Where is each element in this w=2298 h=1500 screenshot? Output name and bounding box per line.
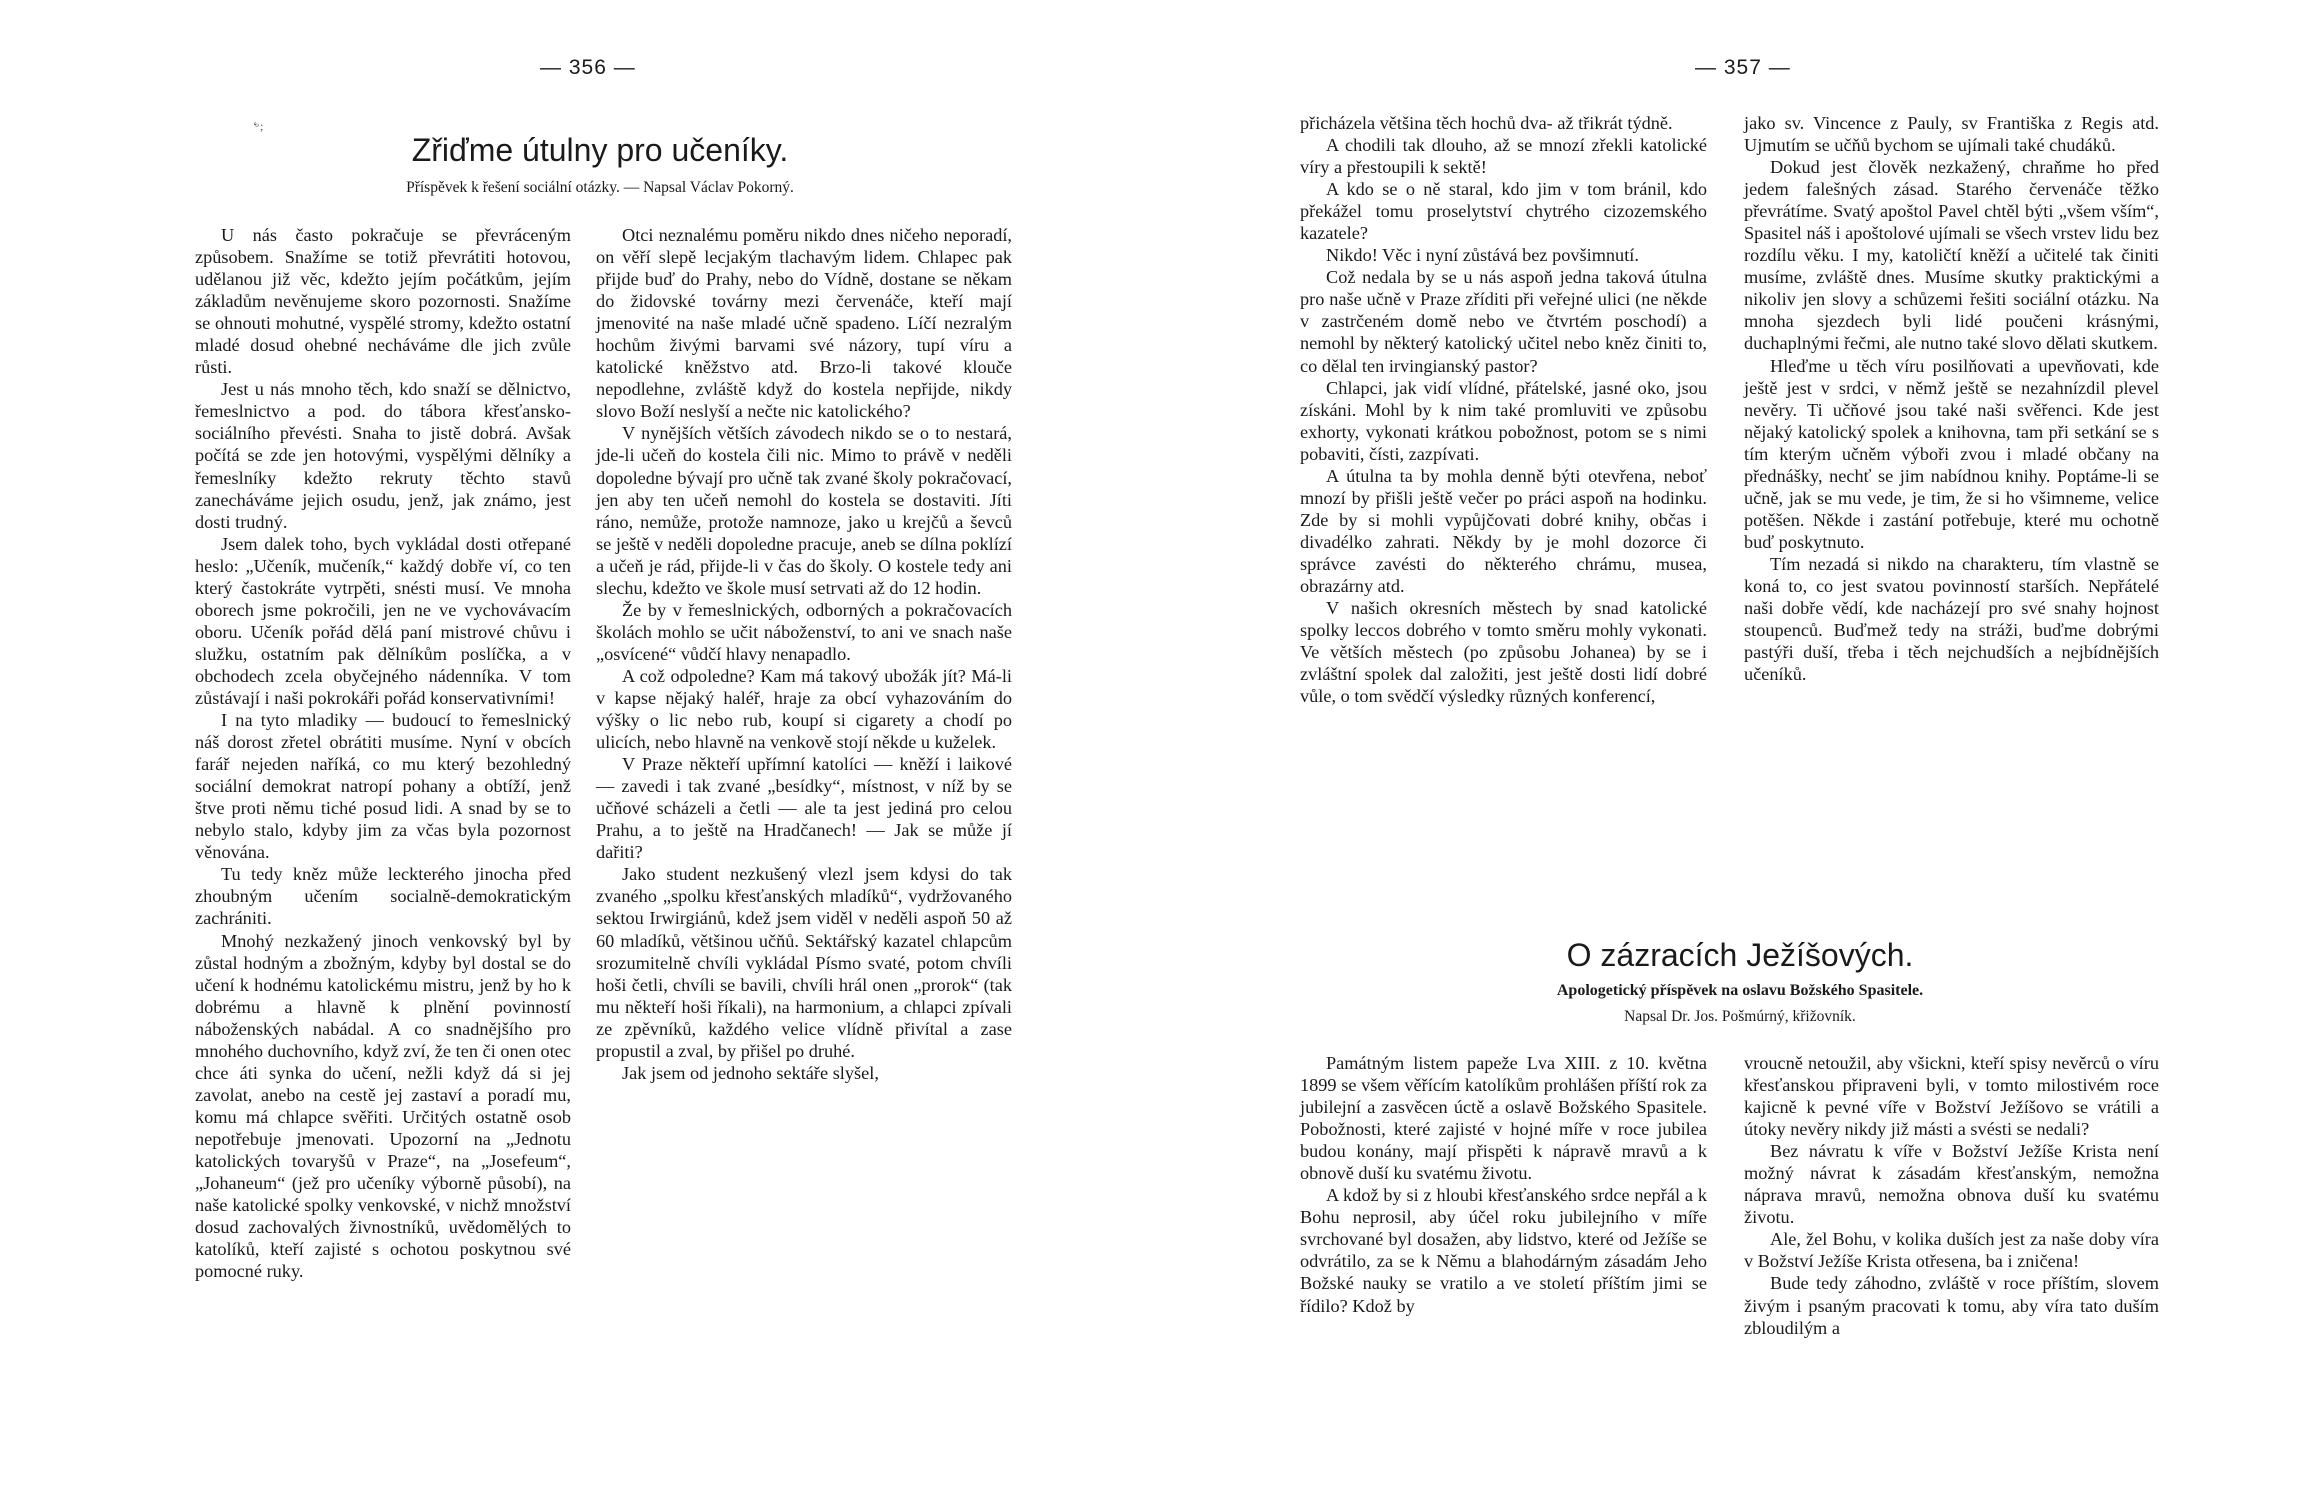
right-column-4 bbox=[1744, 1052, 2159, 1339]
right-column-2 bbox=[1744, 112, 2159, 685]
paragraph: Tím nezadá si nikdo na charakteru, tím vlastně se koná to, co jest svatou povinností starších. Nepřátelé naši dobře vědí, kde nacházejí pro své snahy hojnost stoupenců. Buďmež tedy na stráži, buďme dobrými pastýři duší, třeba i těch nejchudších a nejbídnějších učeníků. bbox=[1744, 553, 2159, 685]
paragraph: Že by v řemeslnických, odborných a pokračovacích školách mohlo se učit náboženství, to ani ve snach naše „osvícené“ vůdčí hlavy nenapadlo. bbox=[596, 599, 1012, 664]
paragraph: jako sv. Vincence z Pauly, sv Františka z Regis atd. Ujmutím se učňů bychom se ujímali také chudáků. bbox=[1744, 113, 2159, 156]
paragraph: přicházela většina těch hochů dva- až třikrát týdně. bbox=[1300, 113, 1673, 133]
paragraph: V našich okresních městech by snad katolické spolky leccos dobrého v tomto směru mohly vykonati. Ve větších městech (po způsobu Johanea) by se i zvláštní spolek dal založiti, jest ještě dosti lidí dobré vůle, o tom svědčí výsledky různých konferencí, bbox=[1300, 598, 1707, 707]
paragraph: Jest u nás mnoho těch, kdo snaží se dělnictvo, řemeslnictvo a pod. do tábora křesťansko-sociálního převésti. Snaha to jistě dobrá. Avšak počítá se zde jen hotovými, vyspělými dělníky a řemeslníky kdežto rekruty těchto stavů zanecháváme jejich osudu, jenž, jak známo, jest dosti trudný. bbox=[195, 379, 571, 532]
article2-subtitle: Apologetický příspěvek na oslavu Božského Spasitele. bbox=[1556, 982, 1924, 999]
paragraph: Tu tedy kněz může leckterého jinocha před zhoubným učením socialně-demokratickým zachrániti. bbox=[195, 864, 571, 929]
right-column-3 bbox=[1300, 1052, 1707, 1317]
paragraph: Ale, žel Bohu, v kolika duších jest za naše doby víra v Božství Ježíše Krista otřesena, ba i zničena! bbox=[1744, 1229, 2159, 1272]
article2-title: O zázracích Ježíšových. bbox=[1566, 937, 1914, 973]
paragraph: Památným listem papeže Lva XIII. z 10. května 1899 se všem věřícím katolíkům prohlášen příští rok za jubilejní a zasvěcen úctě a oslavě Božského Spasitele. Pobožnosti, které zajisté v hojné míře v roce jubilea budou konány, mají přispěti k nápravě mravů a k obnově duší ku svatému životu. bbox=[1300, 1053, 1707, 1184]
article-subtitle-text: Příspěvek k řešení sociální otázky. — Napsal Václav Pokorný. bbox=[406, 179, 794, 196]
paragraph: Jsem dalek toho, bych vykládal dosti otřepané heslo: „Učeník, mučeník,“ každý dobře ví, co ten který častokráte vytrpěti, snésti musí. Ve mnoha oborech jsme pokročili, jen ne ve vychovávacím oboru. Učeník pořád dělá paní mistrové chůvu i služku, ostatním pak dělníkům poslíčka, a v obchodech zcela obyčejného nádenníka. V tom zůstávají i naši pokrokáři pořád konservativními! bbox=[195, 533, 571, 708]
paragraph: Hleďme u těch víru posilňovati a upevňovati, kde ještě jest v srdci, v němž ještě se nezahnízdil plevel nevěry. Ti učňové jsou také naši svěřenci. Kde jest nějaký katolický spolek a knihovna, tam při setkání se s tím kterým učněm výboři zvou i mladé občany na přednášky, nechť se jim nabídnou knihy. Poptáme-li se učně, jak se mu vede, je tim, že si ho všimneme, velice potěšen. Někde i zastání potřebuje, které mu ochotně buď poskytnuto. bbox=[1744, 355, 2159, 552]
paragraph: Což nedala by se u nás aspoň jedna taková útulna pro naše učně v Praze zříditi při veřejné ulici (ne někde v zastrčeném domě nebo ve čtvrtém poschodí) a nemohl by některý katolický učitel nebo kněz činiti to, co dělal ten irvingianský pastor? bbox=[1300, 267, 1707, 376]
paragraph: A což odpoledne? Kam má takový ubožák jít? Má-li v kapse nějaký haléř, hraje za obcí vyhazováním do výšky o lic nebo rub, koupí si cigarety a chodí po ulicích, nebo hlavně na venkově stojí někde u kuželek. bbox=[596, 665, 1012, 753]
paragraph: V nynějších větších závodech nikdo se o to nestará, jde-li učeň do kostela čili nic. Mimo to právě v neděli dopoledne bývají pro učně tak zvané školy pokračovací, jen aby ten učeň nemohl do kostela se dostaviti. Jíti ráno, nemůže, protože namnoze, jako u krejčů a ševců se ještě v neděli dopoledne pracuje, aneb se dílna poklízí a učeň je rád, přijde-li v čas do školy. O kostele tedy ani slechu, kdežto ve škole musí setrvati až do 12 hodin. bbox=[596, 423, 1012, 598]
paragraph: Bez návratu k víře v Božství Ježíše Krista není možný návrat k zásadám křesťanským, nemožna náprava mravů, nemožna obnova duší ku svatému životu. bbox=[1744, 1141, 2159, 1228]
left-column-2 bbox=[596, 224, 1012, 1084]
article-title: Zřiďme útulny pro učeníky. bbox=[411, 132, 789, 168]
paragraph: Jak jsem od jednoho sektáře slyšel, bbox=[622, 1062, 879, 1083]
page-number-left: — 356 — bbox=[540, 56, 636, 79]
corner-mark: ʻͦ ; bbox=[253, 119, 264, 133]
paragraph: Jako student nezkušený vlezl jsem kdysi do tak zvaného „spolku křesťanských mladíků“, vydržovaného sektou Irwirgiánů, kdež jsem viděl v neděli aspoň 50 až 60 mladíků, většinou učňů. Sektářský kazatel chlapcům srozumitelně chvíli vykládal Písmo svaté, potom chvíli hoši četli, chvíli se bavili, chvíli hrál onen „prorok“ (tak mu někteří hoši říkali), na harmonium, a chlapci zpívali ze zpěvníků, každého velice vlídně přivítal a zase propustil a zval, by přišel po druhé. bbox=[596, 864, 1012, 1061]
paragraph: A kdož by si z hloubi křesťanského srdce nepřál a k Bohu neprosil, aby účel roku jubilejního v míře svrchované byl dosažen, aby lidstvo, které od Ježíše se odvrátilo, za se k Němu a blahodárným zásadám Jeho Božské nauky se vratilo a ve století příštím jimi se řídilo? Kdož by bbox=[1300, 1185, 1707, 1316]
paragraph: I na tyto mladiky — budoucí to řemeslnický náš dorost zřetel obrátiti musíme. Nyní v obcích farář nejeden naříká, co mu který bezohledný sociální demokrat natropí pohany a obtíží, jenž štve proti němu tiché posud lidi. A snad by se to nebylo stalo, kdyby jim za včas byla pozornost věnována. bbox=[195, 710, 571, 863]
paragraph: Chlapci, jak vidí vlídné, přátelské, jasné oko, jsou získáni. Mohl by k nim také promluviti ve způsobu exhorty, vykonati krátkou pobožnost, potom se s nimi pobaviti, čísti, zazpívati. bbox=[1300, 377, 1707, 464]
paragraph: Dokud jest člověk nezkažený, chraňme ho před jedem falešných zásad. Starého červenáče těžko převrátíme. Svatý apoštol Pavel chtěl býti „všem vším“, Spasitel náš i apoštolové ujímali se všech vrstev lidu bez rozdílu věku. I my, katoličtí kněží a učitelé tak činiti musíme, zvláště dnes. Musíme skutky praktickými a nikoliv jen slovy a schůzemi řešiti sociální otázku. Na mnoha sjezdech byli lidé poučeni krásnými, duchaplnými řečmi, ale nutno také slovo dělati skutkem. bbox=[1744, 157, 2159, 354]
paragraph: A útulna ta by mohla denně býti otevřena, neboť mnozí by přišli ještě večer po práci aspoň na hodinku. Zde by si mohli vypůjčovati dobré knihy, občas i divadélko zahrati. Někdy by je mohl dozorce či správce zavésti do některého chrámu, musea, obrazárny atd. bbox=[1300, 465, 1707, 596]
left-column-1 bbox=[195, 224, 571, 1282]
paragraph: A kdo se o ně staral, kdo jim v tom bránil, kdo překážel tomu proselytství chytrého cizozemského kazatele? bbox=[1300, 179, 1707, 244]
paragraph: Otci neznalému poměru nikdo dnes ničeho neporadí, on věří slepě lecjakým tlachavým lidem. Chlapec pak přijde buď do Prahy, nebo do Vídně, dostane se někam do židovské továrny mezi červenáče, kteří mají jmenovité na naše mladé učně spadeno. Líčí nezralým hochům živými barvami své názory, tupí víru a katolické kněžstvo atd. Brzo-li takové klouče nepodlehne, zvláště když do kostela nepřijde, nikdy slovo Boží neslyší a nečte nic katolického? bbox=[596, 225, 1012, 422]
page-number-right: — 357 — bbox=[1695, 56, 1791, 79]
paragraph: Nikdo! Věc i nyní zůstává bez povšimnutí. bbox=[1326, 245, 1639, 266]
article2-author: Napsal Dr. Jos. Pošmúrný, křižovník. bbox=[1624, 1008, 1856, 1025]
paragraph: U nás často pokračuje se převráceným způsobem. Snažíme se totiž převrátiti hotovou, udělanou již věc, kdežto jejím počátkům, jejím základům nevěnujeme skoro pozornosti. Snažíme se ohnouti mohutné, vyspělé stromy, kdežto ostatní mladé dosud ohebné necháváme dle jich zvůle růsti. bbox=[195, 225, 571, 378]
right-column-1 bbox=[1300, 112, 1707, 707]
paragraph: vroucně netoužil, aby všickni, kteří spisy nevěrců o víru křesťanskou připraveni byli, v tomto milostivém roce kajicně k pevné víře v Božství Ježíšovo se vrátili a útoky nevěry nikdy již másti a svésti se nedali? bbox=[1744, 1053, 2159, 1140]
article-subtitle bbox=[240, 179, 960, 197]
paragraph: Bude tedy záhodno, zvláště v roce příštím, slovem živým i psaným pracovati k tomu, aby víra tato duším zbloudilým a bbox=[1744, 1273, 2159, 1338]
paragraph: A chodili tak dlouho, až se mnozí zřekli katolické víry a přestoupili k sektě! bbox=[1300, 135, 1707, 178]
paragraph: V Praze někteří upřímní katolíci — kněží i laikové — zavedi i tak zvané „besídky“, místnost, v níž by se učňové scházeli a četli — ale ta jest jediná pro celou Prahu, a to ještě na Hradčanech! — Jak se může jí dařiti? bbox=[596, 754, 1012, 863]
paragraph: Mnohý nezkažený jinoch venkovský byl by zůstal hodným a zbožným, kdyby byl dostal se do učení k hodnému katolickému mistru, jenž by ho k dobrému a hlavně k plnění povinností náboženských nabádal. A co snadnějšího pro mnohého duchovního, když zví, že ten či onen otec chce áti synka do učení, nežli když dá si jej zavolat, anebo na cestě jej zastaví a poradí mu, komu má chlapce svěřiti. Určitých ostatně osob nepotřebuje jmenovati. Upozorní na „Jednotu katolických tovaryšů v Praze“, na „Josefeum“, „Johaneum“ (jež pro učeníky výborně působí), na naše katolické spolky venkovské, v nichž množství dosud zachovalých živnostníků, uvědomělých to katolíků, kteří zajisté s ochotou poskytnou své pomocné ruky. bbox=[195, 930, 571, 1282]
